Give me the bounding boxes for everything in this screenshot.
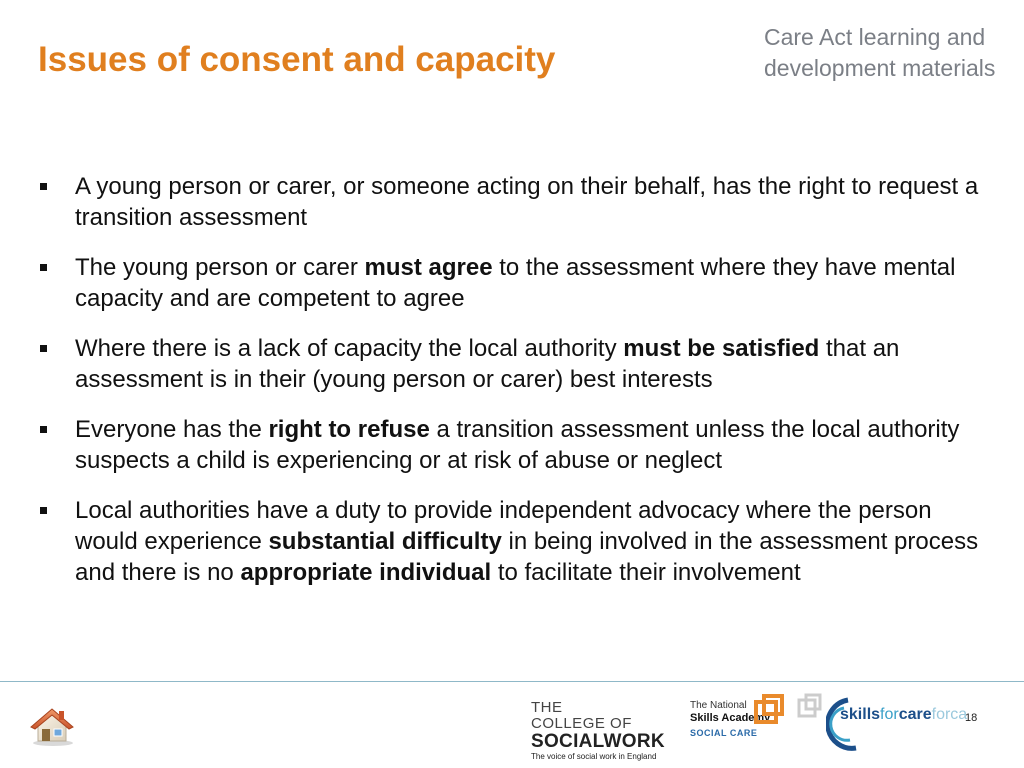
college-logo-line-1: THE COLLEGE OF: [531, 699, 632, 732]
sfc-skills-text: skills: [840, 706, 881, 723]
footer-divider: [0, 681, 1024, 682]
college-logo-line-2: SOCIALWORK: [531, 731, 665, 752]
nsa-line-3: SOCIAL CARE: [690, 728, 758, 738]
college-logo-tagline: The voice of social work in England: [531, 752, 657, 761]
bullet-square-icon: [40, 264, 47, 271]
skills-for-care-swoosh-icon: [826, 696, 1006, 752]
page-number: 18: [965, 712, 978, 724]
bullet-square-icon: [40, 183, 47, 190]
nsa-mark-icon: [752, 692, 786, 726]
bullet-item: Where there is a lack of capacity the local authority must be satisfied that an assessment is in their (young person or carer) best interests: [38, 333, 988, 395]
home-icon: [28, 703, 76, 747]
nsa-line-1: The National: [690, 700, 747, 711]
sfc-for-text: for: [880, 706, 899, 723]
bullet-item: A young person or carer, or someone acting on their behalf, has the right to request a transition assessment: [38, 171, 988, 233]
slide-title: Issues of consent and capacity: [38, 40, 556, 79]
bullet-list: [38, 171, 988, 607]
nsa-line-2: Skills Academy: [690, 712, 771, 724]
bullet-item: The young person or carer must agree to the assessment where they have mental capacity and are competent to agree: [38, 252, 988, 314]
bullet-item: Local authorities have a duty to provide independent advocacy where the person would experience substantial difficulty in being involved in the assessment process and there is no appropriate individual to facilitate their involvement: [38, 495, 988, 588]
brand-line-1: Care Act learning and: [764, 24, 986, 50]
bullet-item: Everyone has the right to refuse a transition assessment unless the local authority suspects a child is experiencing or at risk of abuse or neglect: [38, 414, 988, 476]
bullet-square-icon: [40, 426, 47, 433]
brand-line-2: development materials: [764, 55, 996, 81]
nsa-mark-ghost-icon: [796, 692, 826, 722]
home-button[interactable]: [28, 703, 76, 747]
bullet-square-icon: [40, 507, 47, 514]
college-of-social-work-logo: [531, 699, 665, 762]
sfc-care-text: care: [898, 706, 932, 723]
brand-heading: [764, 22, 995, 84]
bullet-square-icon: [40, 345, 47, 352]
sfc-ghost-text: forca: [931, 706, 968, 723]
skills-for-care-logo: [840, 706, 967, 724]
